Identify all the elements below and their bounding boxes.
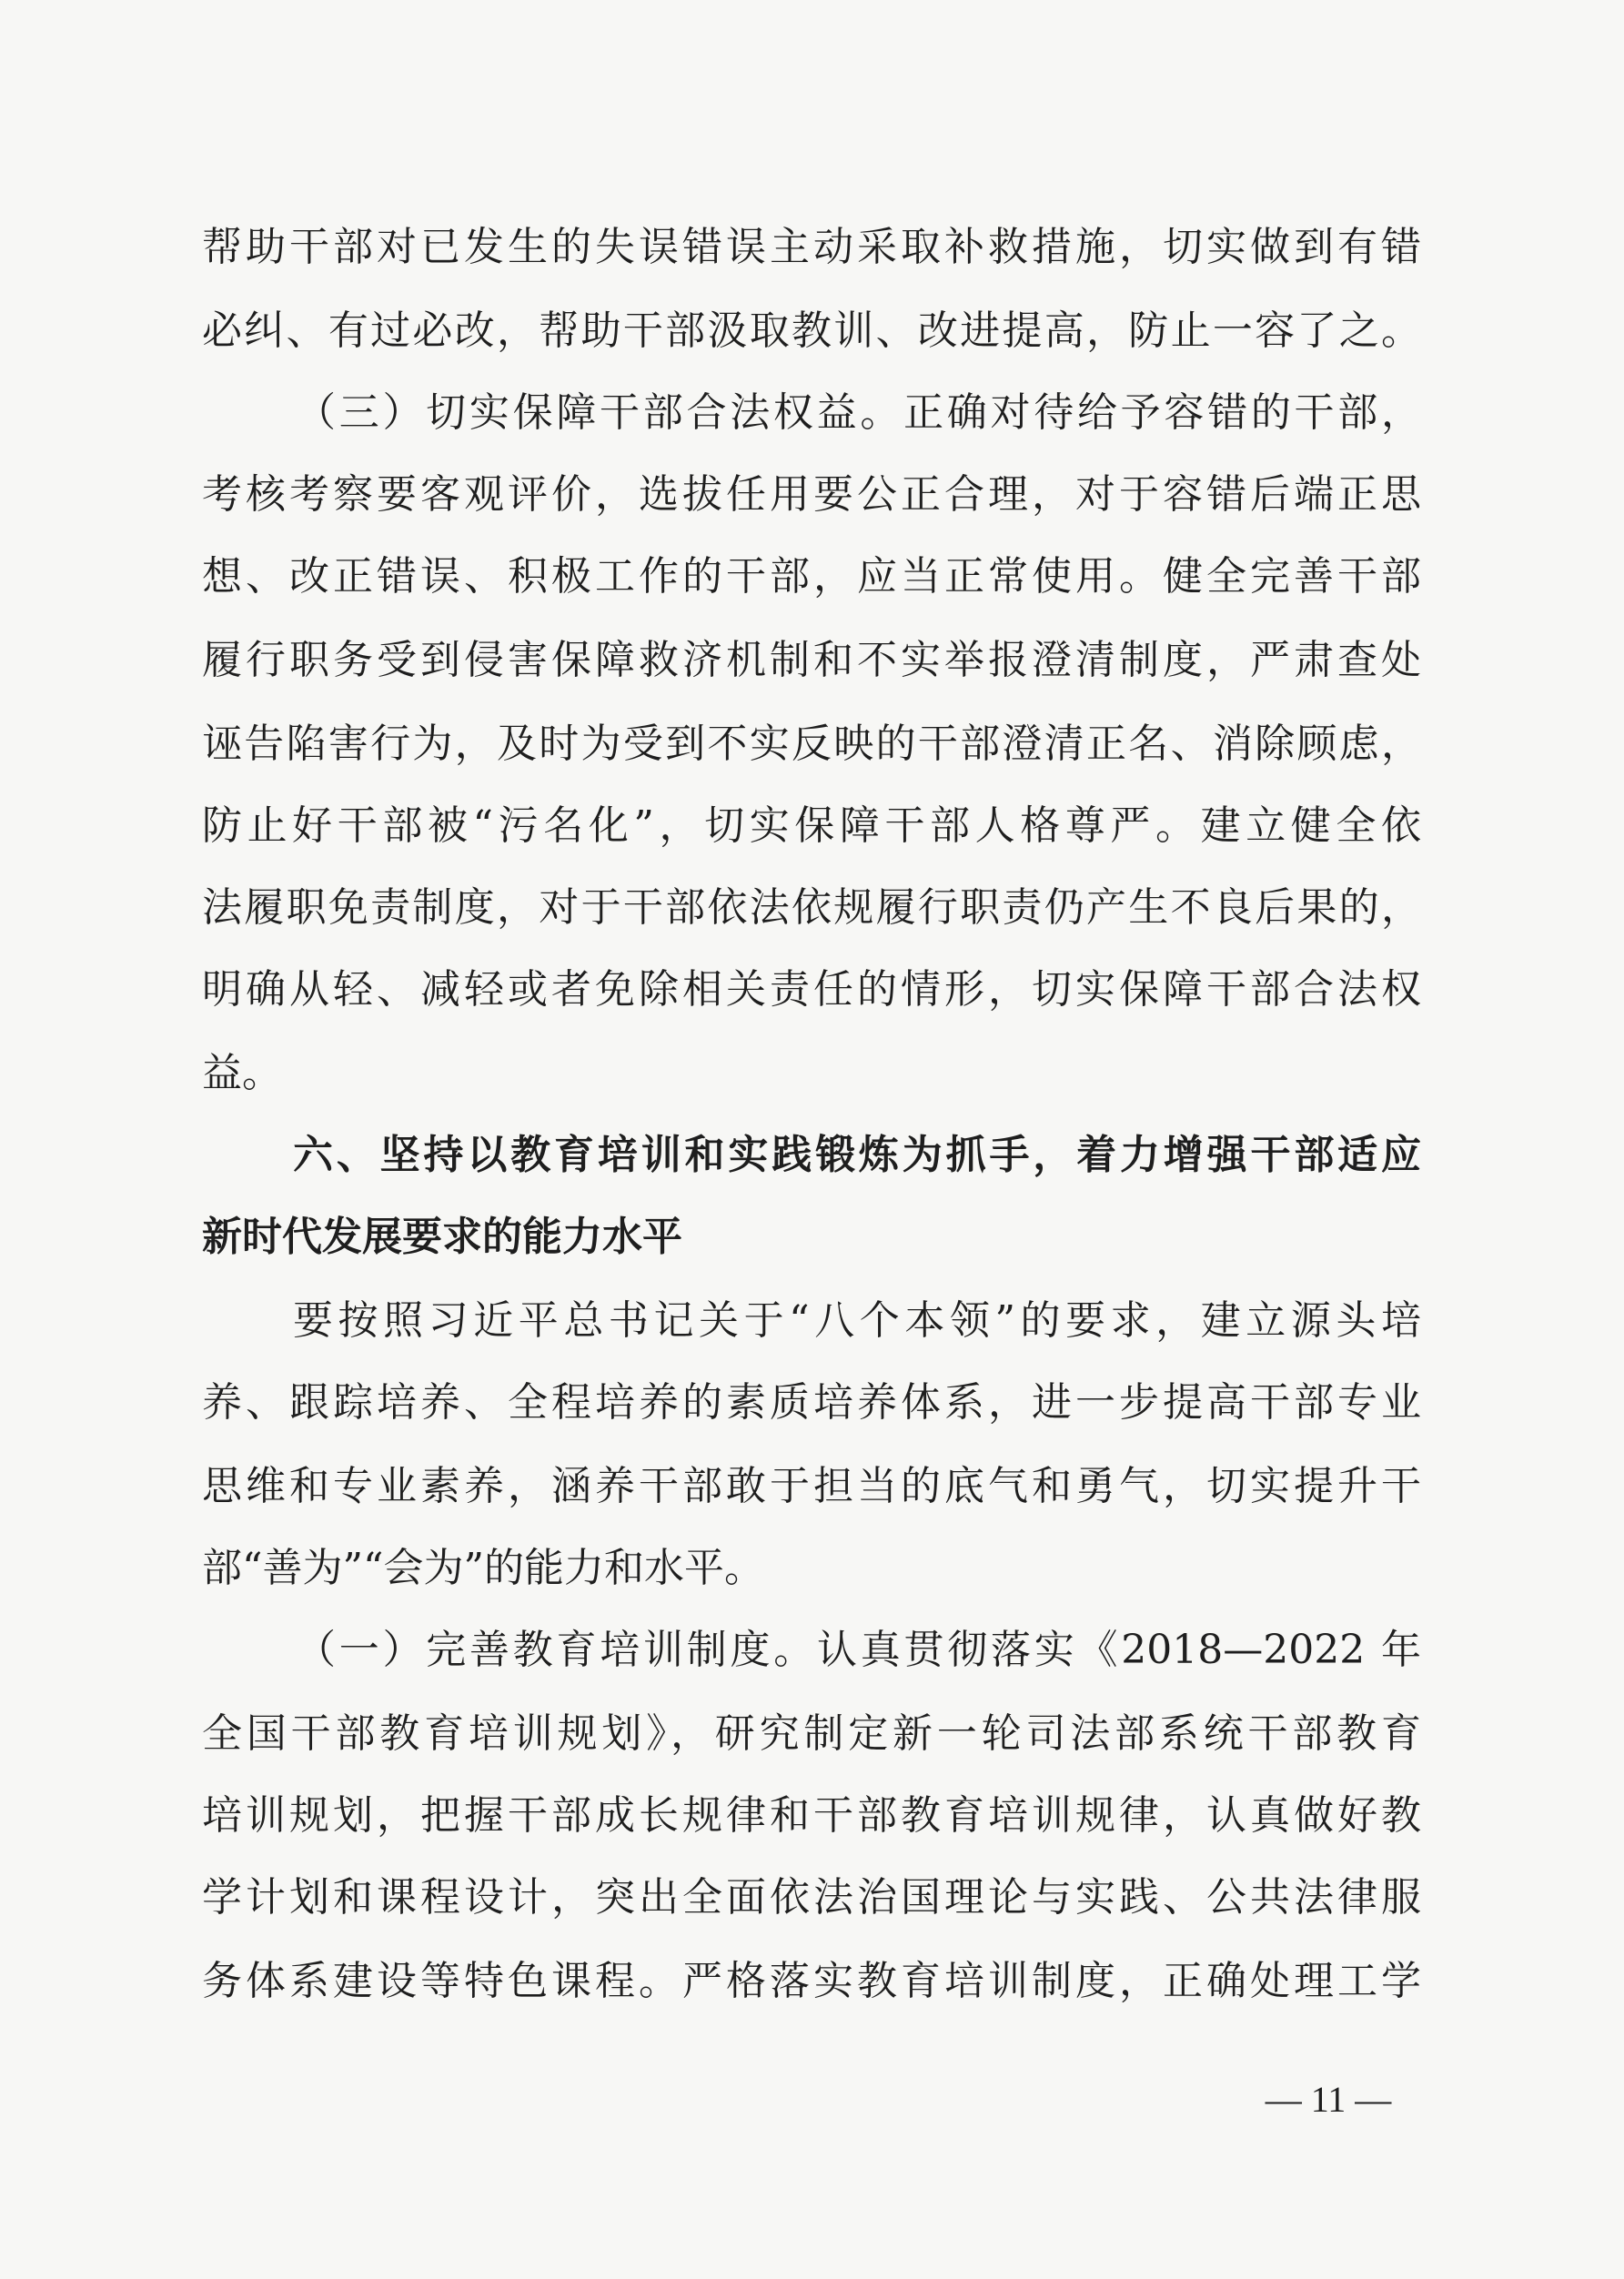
- section-heading-line: （一）完善教育培训制度。认真贯彻落实《2018—2022 年: [296, 1627, 1421, 1673]
- text-line: 务体系建设等特色课程。严格落实教育培训制度，正确处理工学: [202, 1958, 1421, 2004]
- text-line: 防止好干部被“污名化”，切实保障干部人格尊严。建立健全依: [202, 802, 1421, 849]
- text-line: 学计划和课程设计，突出全面依法治国理论与实践、公共法律服: [202, 1874, 1421, 1921]
- text-line: 法履职免责制度，对于干部依法依规履行职责仍产生不良后果的，: [202, 884, 1421, 931]
- text-line: 全国干部教育培训规划》，研究制定新一轮司法部系统干部教育: [202, 1710, 1421, 1757]
- text-line: 思维和专业素养，涵养干部敢于担当的底气和勇气，切实提升干: [202, 1463, 1421, 1509]
- text-line: 必纠、有过必改，帮助干部汲取教训、改进提高，防止一容了之。: [202, 308, 1421, 354]
- text-line: 养、跟踪培养、全程培养的素质培养体系，进一步提高干部专业: [202, 1379, 1421, 1426]
- text-line: 考核考察要客观评价，选拔任用要公正合理，对于容错后端正思: [202, 471, 1421, 518]
- text-line: 部“善为”“会为”的能力和水平。: [202, 1545, 764, 1591]
- chapter-heading: 新时代发展要求的能力水平: [202, 1214, 682, 1260]
- section-heading-line: （三）切实保障干部合法权益。正确对待给予容错的干部，: [296, 389, 1421, 436]
- text-line: 益。: [202, 1050, 282, 1096]
- text-line: 想、改正错误、积极工作的干部，应当正常使用。健全完善干部: [202, 553, 1421, 600]
- text-line: 履行职务受到侵害保障救济机制和不实举报澄清制度，严肃查处: [202, 637, 1421, 683]
- chapter-heading: 六、坚持以教育培训和实践锻炼为抓手，着力增强干部适应: [293, 1132, 1421, 1178]
- text-line: 诬告陷害行为，及时为受到不实反映的干部澄清正名、消除顾虑，: [202, 721, 1421, 767]
- text-line: 要按照习近平总书记关于“八个本领”的要求，建立源头培: [293, 1297, 1421, 1344]
- text-line: 帮助干部对已发生的失误错误主动采取补救措施，切实做到有错: [202, 224, 1421, 270]
- text-line: 明确从轻、减轻或者免除相关责任的情形，切实保障干部合法权: [202, 966, 1421, 1013]
- text-line: 培训规划，把握干部成长规律和干部教育培训规律，认真做好教: [202, 1792, 1421, 1839]
- page-number: — 11 —: [1265, 2079, 1392, 2120]
